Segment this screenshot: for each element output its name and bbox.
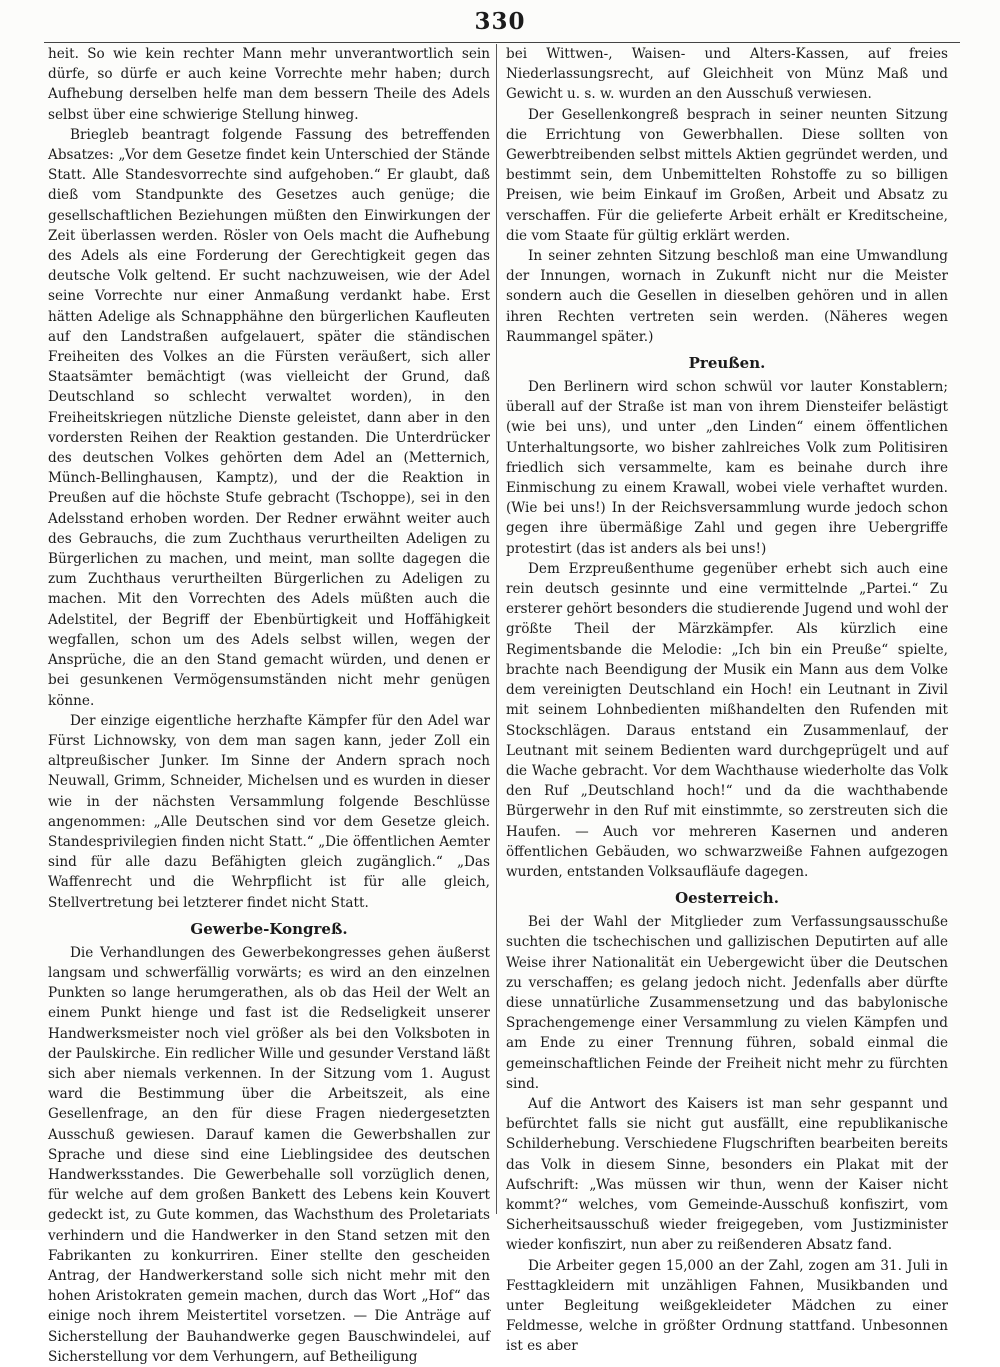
article-paragraph: Briegleb beantragt folgende Fassung des betreffenden Absatzes: „Vor dem Gesetze findet kein Unterschied der Stände Statt. Alle Standesvorrechte sind aufgehoben.“ Er glaubt, daß dieß vom Standpunkte des Gesetzes auch genüge; die gesellschaftlichen Beziehungen müßten den Einwirkungen der Zeit überlassen werden. Rösler von Oels macht die Aufhebung des Adels als eine Forderung der Gerechtigkeit gegen das deutsche Volk geltend. Er sucht nachzuweisen, wie der Adel seine Vorrechte nur einer Anmaßung verdankt habe. Erst hätten Adelige als Schnapphähne den bürgerlichen Kaufleuten auf den Landstraßen aufgelauert, später die ständischen Freiheiten des Volkes an die Fürsten veräußert, sich aller Staatsämter bemächtigt (was vielleicht der Grund, daß Deutschland so schlecht verwaltet worden), in den Freiheitskriegen nützliche Dienste geleistet, dann aber in den vordersten Reihen der Reaktion gestanden. Die Unterdrücker des deutschen Volkes gehörten dem Adel an (Metternich, Münch-Bellinghausen, Kamptz), und der die Reaktion in Preußen auf die höchste Stufe gebracht (Tschoppe), sei in den Adelsstand erhoben worden. Der Redner erwähnt weiter auch des Gebrauchs, die zum Zuchthaus verurtheilten Adeligen zu Bürgerlichen zu machen, und meint, man sollte dagegen die zum Zuchthaus verurtheilten Bürgerlichen zu Adeligen zu machen. Mit den Vorrechten des Adels müßten auch die Adelstitel, der Begriff der Ebenbürtigkeit und Hoffähigkeit wegfallen, schon um des Adels selbst willen, wegen der Ansprüche, die an den Stand gemacht würden, und denen er bei gesunkenen Vermögensumständen nicht mehr genügen könne. (48, 126, 490, 709)
article-paragraph: Der einzige eigentliche herzhafte Kämpfer für den Adel war Fürst Lichnowsky, von dem man sagen kann, jeder Zoll ein altpreußischer Junker. Im Sinne der Andern sprach noch Neuwall, Grimm, Schneider, Michelsen und es wurden in dieser wie in der nächsten Versammlung folgende Beschlüsse angenommen: „Alle Deutschen sind vor dem Gesetze gleich. Standesprivilegien finden nicht Statt.“ „Die öffentlichen Aemter sind für alle dazu Befähigten gleich zugänglich.“ „Das Waffenrecht und die Wehrpflicht ist für alle gleich, Stellvertretung bei letzterer findet nicht Statt. (48, 712, 490, 911)
right-column (506, 44, 948, 1355)
article-paragraph: Dem Erzpreußenthume gegenüber erhebt sich auch eine rein deutsch gesinnte und eine vermittelnde „Partei.“ Zu ersterer gehört besonders die studierende Jugend und wohl der größte Theil der Märzkämpfer. Als kürzlich eine Regimentsbande die Melodie: „Ich bin ein Preuße“ spielte, brachte nach Beendigung der Musik ein Mann aus dem Volke dem vereinigten Deutschland ein Hoch! ein Leutnant in Zivil mit seinem Lohnbedienten mißhandelten den Rufenden mit Stockschlägen. Daraus entstand ein Zusammenlauf, der Leutnant mit seinem Bedienten ward durchgeprügelt und auf die Wache gebracht. Vor dem Wachthause wiederholte das Volk den Ruf „Deutschland hoch!“ und da die wachthabende Bürgerwehr in den Ruf mit einstimmte, so zerstreuten sich die Haufen. — Auch vor mehreren Kasernen und anderen öffentlichen Gebäuden, wo schwarzweiße Fahnen aufgezogen wurden, entstanden Volksaufläufe dagegen. (506, 560, 948, 880)
article-paragraph: Der Gesellenkongreß besprach in seiner neunten Sitzung die Errichtung von Gewerbhallen. Diese sollten von Gewerbtreibenden selbst mittels Aktien gegründet werden, und bestimmt sein, dem Unbemittelten Rohstoffe zu so billigen Preisen, wie beim Einkauf im Großen, Arbeit und Absatz zu verschaffen. Für die gelieferte Arbeit erhält er Kreditscheine, die vom Staate für gültig erklärt werden. (506, 106, 948, 244)
article-paragraph: Auf die Antwort des Kaisers ist man sehr gespannt und befürchtet falls sie nicht gut ausfällt, eine republikanische Schilderhebung. Verschiedene Flugschriften bearbeiten bereits das Volk in diesem Sinne, besonders ein Plakat mit der Aufschrift: „Was müssen wir thun, wenn der Kaiser nicht kommt?“ welches, vom Gemeinde-Ausschuß konfiszirt, vom Sicherheitsausschuß wieder freigegeben, vom Justizminister wieder konfiszirt, nun aber zu reißenderen Absatz fand. (506, 1095, 948, 1254)
page-number: 330 (474, 8, 526, 35)
article-paragraph: Die Verhandlungen des Gewerbekongresses gehen äußerst langsam und schwerfällig vorwärts; es wird an den einzelnen Punkten so lange herumgerathen, als ob das Heil der Welt an einem Punkt hienge und fast ist die Redseligkeit unserer Handwerksmeister noch viel größer als bei den Volksboten in der Paulskirche. Ein redlicher Wille und gesunder Verstand läßt sich aber niemals verkennen. In der Sitzung vom 1. August ward die Bestimmung über die Arbeitszeit, als eine Gesellenfrage, an den für diese Fragen niedergesetzten Ausschuß gewiesen. Darauf kamen die Gewerbshallen zur Sprache und diese sind eine Lieblingsidee des deutschen Handwerksstandes. Die Gewerbehalle soll vorzüglich denen, für welche auf dem großen Bankett des Lebens kein Kouvert gedeckt ist, zu Gute kommen, das Wachsthum des Proletariats verhindern und die Handwerker in den Stand setzen mit den Fabrikanten zu konkurriren. Einer stellte den gescheiden Antrag, der Handwerkerstand solle sich nicht mehr mit den hohen Aristokraten gemein machen, durch das Wort „Hof“ das einige noch ihrem Meistertitel vorsetzen. — Die Anträge auf Sicherstellung der Bauhandwerke gegen Bauschwindelei, auf Sicherstellung vor dem Verhungern, auf Betheiligung (48, 944, 490, 1365)
article-paragraph: Den Berlinern wird schon schwül vor lauter Konstablern; überall auf der Straße ist man von ihrem Diensteifer belästigt (wie bei uns), und unter „den Linden“ einem öffentlichen Unterhaltungsorte, wo bisher zahlreiches Volk zum Politisiren friedlich sich versammelte, kam es beinahe durch ihre Einmischung zu einem Krawall, wobei viele verhaftet wurden. (Wie bei uns!) In der Reichsversammlung wurde jedoch schon gegen ihre übermäßige Zahl und gegen ihre Uebergriffe protestirt (das ist anders als bei uns!) (506, 379, 948, 557)
article-paragraph: In seiner zehnten Sitzung beschloß man eine Umwandlung der Innungen, wornach in Zukunft nicht nur die Meister sondern auch die Gesellen in dieselben gehören und in allen ihren Rechten vertreten sein werden. (Näheres wegen Raummangel später.) (506, 248, 948, 345)
header-rule (44, 42, 960, 43)
section-heading-gewerbe-kongress: Gewerbe-Kongreß. (190, 919, 348, 938)
left-column (48, 44, 490, 1365)
section-heading-preussen: Preußen. (688, 354, 766, 373)
section-heading-oesterreich: Oesterreich. (675, 889, 779, 908)
article-paragraph: Bei der Wahl der Mitglieder zum Verfassungsausschuße suchten die tschechischen und gallizischen Deputirten auf alle Weise ihrer Nationalität ein Uebergewicht über die Deutschen zu verschaffen; es gelang jedoch nicht. Jedenfalls aber dürfte diese unnatürliche Zusammensetzung und das babylonische Sprachengemenge einer Versammlung zu vielen Kämpfen und am Ende zu einer Trennung führen, sobald einmal die gemeinschaftlichen Feinde der Freiheit nicht mehr zu fürchten sind. (506, 914, 948, 1092)
article-paragraph: bei Wittwen-, Waisen- und Alters-Kassen, auf freies Niederlassungsrecht, auf Gleichheit von Münz Maß und Gewicht u. s. w. wurden an den Ausschuß verwiesen. (506, 46, 948, 103)
column-divider (496, 44, 497, 1214)
article-paragraph: Die Arbeiter gegen 15,000 an der Zahl, zogen am 31. Juli in Festtagkleidern mit unzähligen Fahnen, Musikbanden und unter Begleitung weißgekleideter Mädchen zu einer Feldmesse, welche in größter Ordnung stattfand. Unbesonnen ist es aber (506, 1257, 948, 1355)
article-paragraph: heit. So wie kein rechter Mann mehr unverantwortlich sein dürfe, so dürfe er auch keine Vorrechte mehr haben; durch Aufhebung derselben helfe man dem bessern Theile des Adels selbst über eine schwierige Stellung hinweg. (48, 46, 490, 123)
